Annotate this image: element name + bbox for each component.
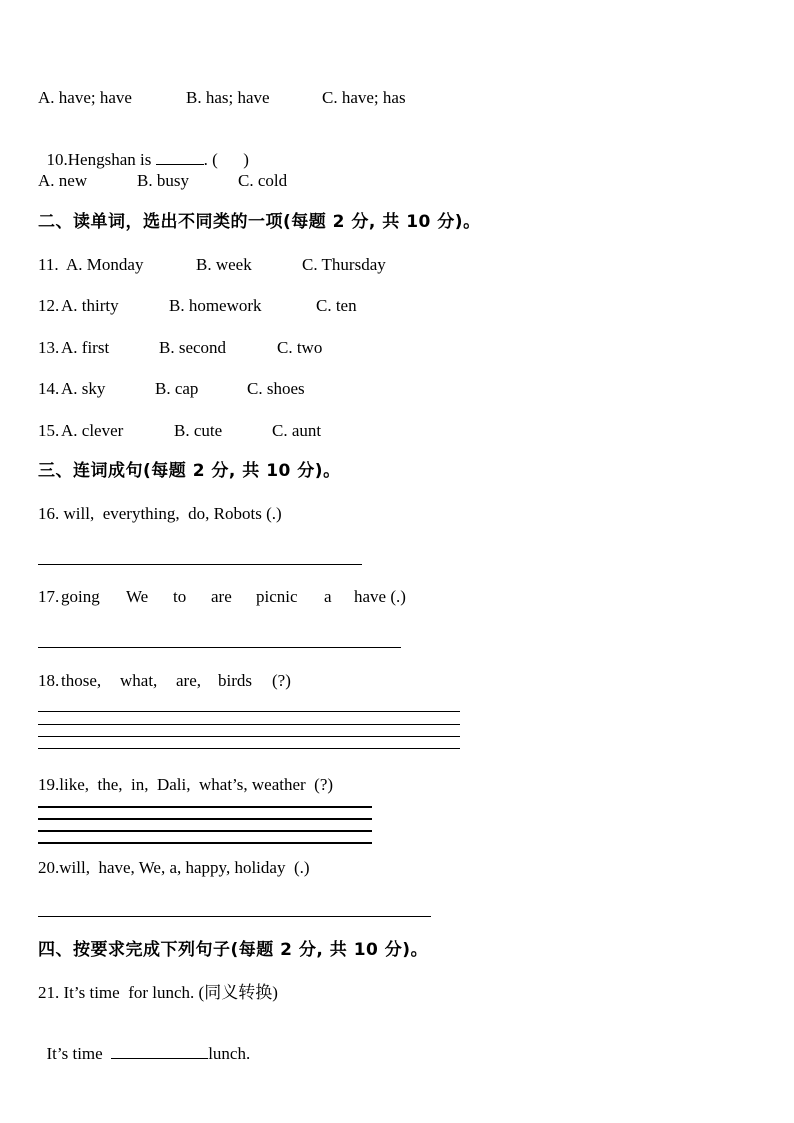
q12-option-b: B. homework — [169, 296, 262, 315]
answer-prefix: It’s time — [46, 1044, 112, 1063]
q18-word: (?) — [272, 671, 291, 690]
question-text: Hengshan is — [67, 150, 156, 169]
q10-option-b: B. busy — [137, 171, 189, 190]
question-16: 16. will, everything, do, Robots (.) — [38, 504, 282, 523]
q12-option-c: C. ten — [316, 296, 357, 315]
q18-word: those, — [61, 671, 102, 690]
question-21: 21. It’s time for lunch. (同义转换) — [38, 983, 278, 1002]
section-2-header: 二、读单词，选出不同类的一项(每题 2 分, 共 10 分)。 — [38, 212, 481, 232]
q11-option-b: B. week — [196, 255, 252, 274]
answer-suffix: lunch. — [208, 1044, 251, 1063]
answer-bracket: . ( ) — [203, 150, 249, 169]
question-number: 10. — [46, 150, 68, 169]
q10-option-a: A. new — [38, 171, 88, 190]
q9-option-b: B. has; have — [186, 88, 270, 107]
q13-option-a: A. first — [61, 338, 110, 357]
question-10 — [38, 130, 249, 170]
q15-option-a: A. clever — [61, 421, 124, 440]
q14-option-c: C. shoes — [247, 379, 305, 398]
q11-option-c: C. Thursday — [302, 255, 386, 274]
question-20: 20.will, have, We, a, happy, holiday (.) — [38, 858, 310, 877]
q18-number: 18. — [38, 671, 60, 690]
q14-number: 14. — [38, 379, 60, 398]
writing-line[interactable] — [38, 711, 460, 712]
answer-blank[interactable] — [156, 150, 204, 165]
answer-line-20[interactable] — [38, 916, 431, 917]
q12-option-a: A. thirty — [61, 296, 119, 315]
q15-number: 15. — [38, 421, 60, 440]
writing-line[interactable] — [38, 806, 372, 808]
q13-number: 13. — [38, 338, 60, 357]
q18-word: are, — [176, 671, 202, 690]
section-4-header: 四、按要求完成下列句子(每题 2 分, 共 10 分)。 — [38, 940, 429, 960]
q14-option-b: B. cap — [155, 379, 199, 398]
q17-word: picnic — [256, 587, 298, 606]
writing-line[interactable] — [38, 724, 460, 725]
q17-word: are — [211, 587, 232, 606]
q15-option-b: B. cute — [174, 421, 223, 440]
writing-line[interactable] — [38, 842, 372, 844]
q9-option-c: C. have; has — [322, 88, 406, 107]
q13-option-b: B. second — [159, 338, 227, 357]
q11-option-a: A. Monday — [66, 255, 144, 274]
q10-option-c: C. cold — [238, 171, 288, 190]
q17-number: 17. — [38, 587, 60, 606]
q12-number: 12. — [38, 296, 60, 315]
q15-option-c: C. aunt — [272, 421, 322, 440]
q18-word: what, — [120, 671, 158, 690]
writing-line[interactable] — [38, 748, 460, 749]
q9-option-a: A. have; have — [38, 88, 132, 107]
question-21-answer — [38, 1024, 250, 1064]
writing-line[interactable] — [38, 736, 460, 737]
q14-option-a: A. sky — [61, 379, 106, 398]
answer-line-17[interactable] — [38, 647, 401, 648]
answer-blank[interactable] — [111, 1044, 208, 1059]
q17-word: a — [324, 587, 332, 606]
q18-word: birds — [218, 671, 252, 690]
writing-line[interactable] — [38, 830, 372, 832]
q13-option-c: C. two — [277, 338, 323, 357]
q17-word: to — [173, 587, 187, 606]
q17-word: going — [61, 587, 100, 606]
writing-line[interactable] — [38, 818, 372, 820]
q11-number: 11. — [38, 255, 63, 274]
question-19: 19.like, the, in, Dali, what’s, weather (?) — [38, 775, 334, 794]
q17-word: have (.) — [354, 587, 406, 606]
answer-line-16[interactable] — [38, 564, 362, 565]
section-3-header: 三、连词成句(每题 2 分, 共 10 分)。 — [38, 461, 341, 481]
q17-word: We — [126, 587, 149, 606]
